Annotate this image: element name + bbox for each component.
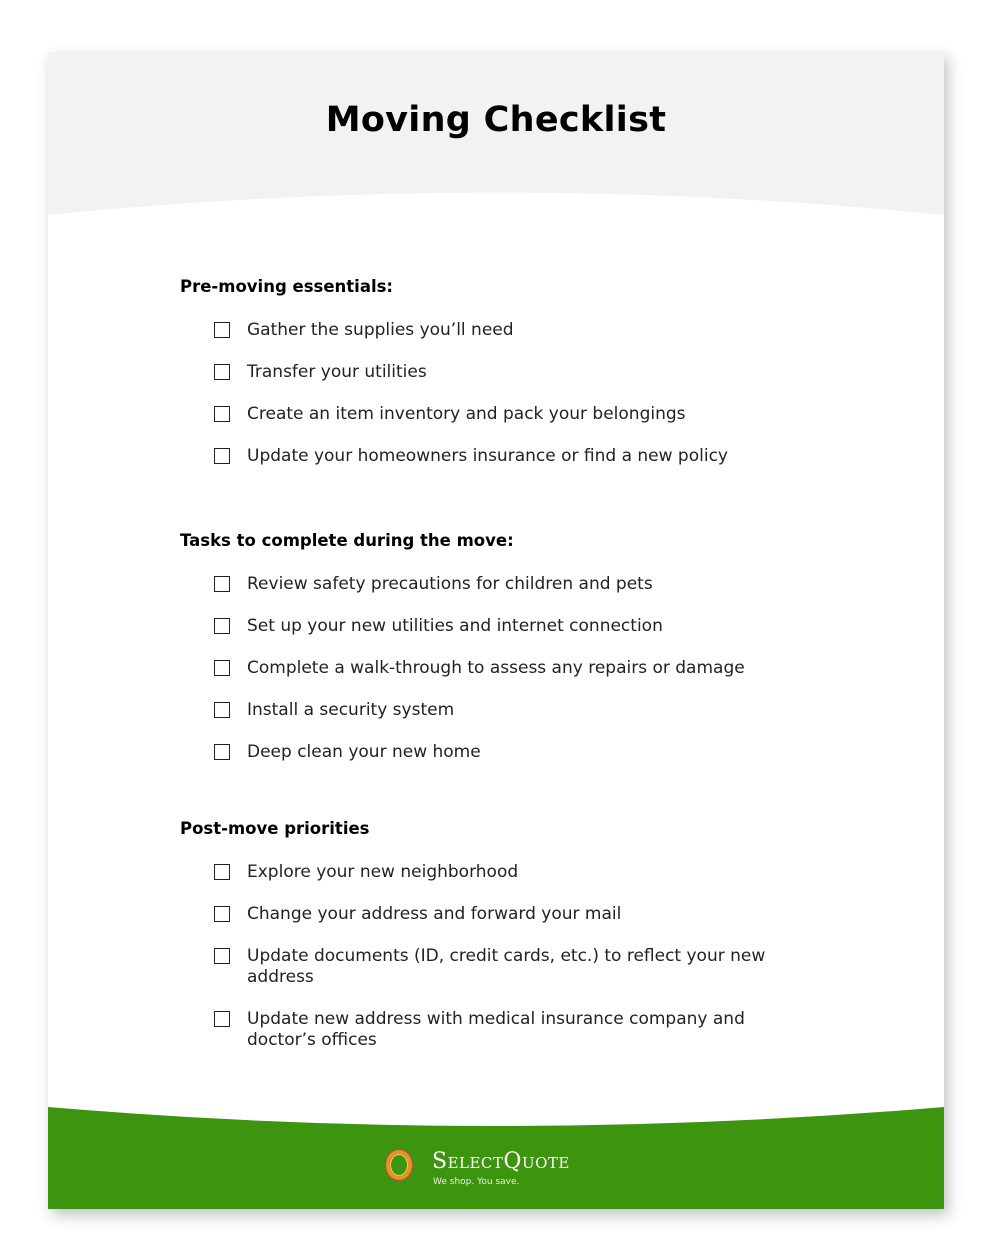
checklist-item — [180, 574, 807, 595]
section-post-move — [180, 819, 807, 1072]
checklist-item — [180, 446, 807, 467]
item-label: Review safety precautions for children and pets — [247, 574, 653, 594]
item-label: Create an item inventory and pack your belongings — [247, 404, 686, 424]
checklist-item — [180, 616, 807, 637]
item-label: Update documents (ID, credit cards, etc.) to reflect your new address — [247, 946, 766, 987]
item-label: Explore your new neighborhood — [247, 862, 519, 882]
checklist-page — [48, 52, 944, 1209]
checklist-item — [180, 700, 807, 721]
item-label: Install a security system — [247, 700, 455, 720]
section-pre-moving — [180, 277, 807, 488]
section-heading: Pre-moving essentials: — [180, 277, 394, 296]
item-label: Change your address and forward your mail — [247, 904, 622, 924]
checkbox[interactable] — [214, 1011, 230, 1027]
section-heading: Post-move priorities — [180, 819, 370, 838]
checklist-item — [180, 946, 807, 988]
checkbox[interactable] — [214, 864, 230, 880]
checkbox[interactable] — [214, 948, 230, 964]
checkbox[interactable] — [214, 448, 230, 464]
checklist-item — [180, 862, 807, 883]
checkbox[interactable] — [214, 618, 230, 634]
item-label: Update your homeowners insurance or find a new policy — [247, 446, 728, 466]
checklist-item — [180, 742, 807, 763]
checkbox[interactable] — [214, 406, 230, 422]
item-label: Update new address with medical insurance company and doctor’s offices — [247, 1009, 745, 1050]
checkbox[interactable] — [214, 702, 230, 718]
checklist-item — [180, 1009, 807, 1051]
checkbox[interactable] — [214, 906, 230, 922]
checklist-item — [180, 658, 807, 679]
checkbox[interactable] — [214, 322, 230, 338]
checklist-item — [180, 362, 807, 383]
page-title: Moving Checklist — [325, 100, 667, 140]
item-label: Complete a walk-through to assess any repairs or damage — [247, 658, 745, 678]
section-heading: Tasks to complete during the move: — [180, 531, 514, 550]
checkbox[interactable] — [214, 364, 230, 380]
checklist-item — [180, 404, 807, 425]
logo-ring-icon — [386, 1150, 412, 1180]
checkbox[interactable] — [214, 744, 230, 760]
item-label: Deep clean your new home — [247, 742, 481, 762]
checkbox[interactable] — [214, 576, 230, 592]
checkbox[interactable] — [214, 660, 230, 676]
brand-name: SelectQuote — [432, 1149, 570, 1174]
checklist-item — [180, 320, 807, 341]
checklist-item — [180, 904, 807, 925]
brand-tagline: We shop. You save. — [433, 1177, 520, 1187]
item-label: Set up your new utilities and internet connection — [247, 616, 663, 636]
item-label: Gather the supplies you’ll need — [247, 320, 514, 340]
item-label: Transfer your utilities — [247, 362, 427, 382]
section-during-move — [180, 531, 807, 784]
